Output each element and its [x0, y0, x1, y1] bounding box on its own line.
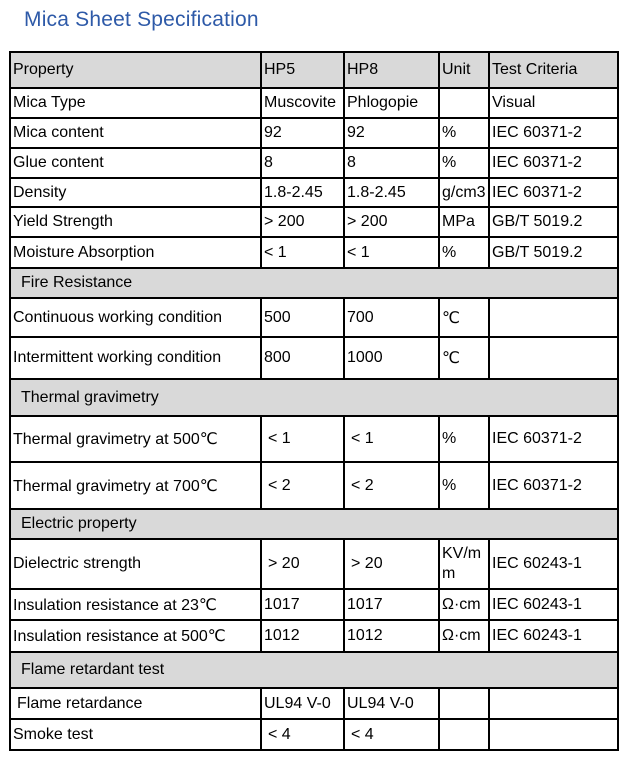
cell-hp5: 1012 [261, 620, 344, 652]
cell-property: Insulation resistance at 500℃ [10, 620, 261, 652]
section-label: Electric property [10, 509, 618, 539]
cell-hp5: 1.8-2.45 [261, 178, 344, 207]
cell-hp5: < 2 [261, 462, 344, 509]
cell-unit: % [439, 416, 489, 462]
section-row-fire-resistance [10, 268, 618, 298]
table-row [10, 298, 618, 337]
cell-property: Insulation resistance at 23℃ [10, 589, 261, 620]
cell-test: IEC 60371-2 [489, 178, 618, 207]
cell-hp8: 1017 [344, 589, 439, 620]
cell-hp8: < 4 [344, 719, 439, 750]
table-row [10, 237, 618, 268]
table-row [10, 719, 618, 750]
cell-hp5: < 1 [261, 237, 344, 268]
cell-test [489, 719, 618, 750]
cell-unit: % [439, 148, 489, 178]
cell-hp5: 500 [261, 298, 344, 337]
table-row [10, 416, 618, 462]
cell-unit: Ω·cm [439, 620, 489, 652]
cell-unit: % [439, 237, 489, 268]
table-row [10, 337, 618, 379]
cell-unit: Ω·cm [439, 589, 489, 620]
cell-test: Visual [489, 88, 618, 118]
table-row [10, 88, 618, 118]
cell-property: Glue content [10, 148, 261, 178]
table-row [10, 462, 618, 509]
cell-property: Continuous working condition [10, 298, 261, 337]
cell-test [489, 298, 618, 337]
cell-hp8: 1000 [344, 337, 439, 379]
cell-hp8: > 20 [344, 539, 439, 589]
cell-hp8: < 2 [344, 462, 439, 509]
cell-test: IEC 60371-2 [489, 462, 618, 509]
table-row [10, 589, 618, 620]
cell-property: Thermal gravimetry at 500℃ [10, 416, 261, 462]
cell-property: Thermal gravimetry at 700℃ [10, 462, 261, 509]
cell-test: IEC 60243-1 [489, 539, 618, 589]
cell-property: Mica Type [10, 88, 261, 118]
header-property: Property [10, 52, 261, 88]
cell-hp5: > 200 [261, 207, 344, 237]
specification-table [9, 51, 619, 751]
header-hp5: HP5 [261, 52, 344, 88]
cell-property: Mica content [10, 118, 261, 148]
cell-property: Intermittent working condition [10, 337, 261, 379]
table-row [10, 688, 618, 719]
table-row [10, 207, 618, 237]
cell-unit: % [439, 462, 489, 509]
section-row-thermal-gravimetry [10, 379, 618, 416]
header-unit: Unit [439, 52, 489, 88]
cell-hp5: < 1 [261, 416, 344, 462]
cell-hp5: 92 [261, 118, 344, 148]
cell-hp8: < 1 [344, 237, 439, 268]
section-label: Fire Resistance [10, 268, 618, 298]
cell-hp5: Muscovite [261, 88, 344, 118]
cell-hp8: 8 [344, 148, 439, 178]
cell-test: IEC 60243-1 [489, 589, 618, 620]
cell-test: IEC 60243-1 [489, 620, 618, 652]
cell-test: GB/T 5019.2 [489, 237, 618, 268]
cell-test [489, 337, 618, 379]
table-row [10, 539, 618, 589]
cell-unit: % [439, 118, 489, 148]
cell-unit [439, 688, 489, 719]
table-row [10, 118, 618, 148]
table-header-row [10, 52, 618, 88]
cell-hp8: 1012 [344, 620, 439, 652]
cell-test: GB/T 5019.2 [489, 207, 618, 237]
cell-unit: g/cm3 [439, 178, 489, 207]
page-title: Mica Sheet Specification [24, 8, 259, 31]
section-label: Thermal gravimetry [10, 379, 618, 416]
cell-hp5: 800 [261, 337, 344, 379]
cell-unit: ℃ [439, 337, 489, 379]
table-row [10, 620, 618, 652]
cell-property: Moisture Absorption [10, 237, 261, 268]
cell-test: IEC 60371-2 [489, 148, 618, 178]
cell-property: Density [10, 178, 261, 207]
cell-hp8: 1.8-2.45 [344, 178, 439, 207]
cell-test [489, 688, 618, 719]
cell-hp8: 92 [344, 118, 439, 148]
section-row-flame-retardant-test [10, 652, 618, 688]
cell-unit [439, 719, 489, 750]
cell-property: Yield Strength [10, 207, 261, 237]
cell-unit: MPa [439, 207, 489, 237]
cell-hp8: 700 [344, 298, 439, 337]
section-label: Flame retardant test [10, 652, 618, 688]
cell-hp5: 1017 [261, 589, 344, 620]
table-row [10, 178, 618, 207]
cell-hp8: > 200 [344, 207, 439, 237]
header-test-criteria: Test Criteria [489, 52, 618, 88]
header-hp8: HP8 [344, 52, 439, 88]
cell-unit [439, 88, 489, 118]
cell-unit: ℃ [439, 298, 489, 337]
cell-hp8: < 1 [344, 416, 439, 462]
cell-hp5: < 4 [261, 719, 344, 750]
cell-hp8: Phlogopie [344, 88, 439, 118]
cell-hp5: UL94 V-0 [261, 688, 344, 719]
cell-test: IEC 60371-2 [489, 416, 618, 462]
cell-hp5: > 20 [261, 539, 344, 589]
cell-unit: KV/mm [439, 539, 489, 589]
cell-hp8: UL94 V-0 [344, 688, 439, 719]
section-row-electric-property [10, 509, 618, 539]
cell-hp5: 8 [261, 148, 344, 178]
cell-property: Smoke test [10, 719, 261, 750]
cell-test: IEC 60371-2 [489, 118, 618, 148]
table-row [10, 148, 618, 178]
cell-property: Dielectric strength [10, 539, 261, 589]
cell-property: Flame retardance [10, 688, 261, 719]
